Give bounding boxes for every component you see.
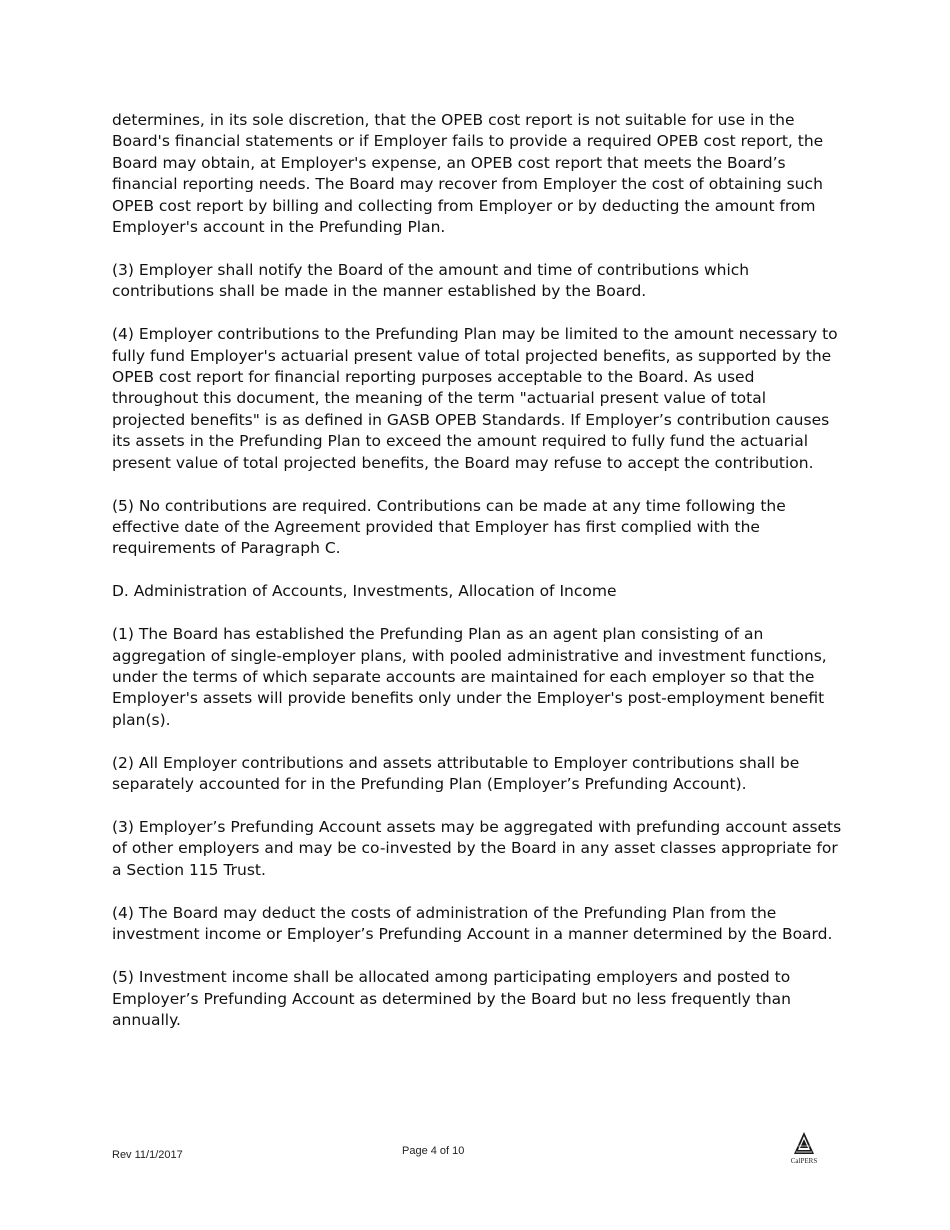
paragraph-d5-investment-income: (5) Investment income shall be allocated among participating employers and posted to Employer’s Prefunding Account as determined by the Board but no less frequently than annually. — [112, 968, 792, 1029]
paragraph-d1-agent-plan: (1) The Board has established the Prefunding Plan as an agent plan consisting of an aggregation of single-employer plans, with pooled administrative and investment functions, under the terms of which separate accounts are maintained for each employer so that the Employer's assets will provide benefits only under the Employer's post-employment benefit plan(s). — [112, 625, 827, 729]
paragraph-d2-separate-accounting: (2) All Employer contributions and assets attributable to Employer contributions shall be separately accounted for in the Prefunding Plan (Employer’s Prefunding Account). — [112, 753, 800, 794]
footer-page-number: Page 4 of 10 — [402, 1145, 465, 1157]
paragraph-c4-contribution-limit: (4) Employer contributions to the Prefunding Plan may be limited to the amount necessary to fully fund Employer's actuarial present value of total projected benefits, as supported by the OPEB cost report for financial reporting purposes acceptable to the Board. As used throughout this document, the meaning of the term "actuarial present value of total projected benefits" is as defined in GASB OPEB Standards. If Employer’s contribution causes its assets in the Prefunding Plan to exceed the amount required to fully fund the actuarial present value of total projected benefits, the Board may refuse to accept the contribution. — [112, 325, 838, 472]
calpers-logo-icon — [784, 1130, 824, 1170]
calpers-logo-graphic — [784, 1130, 824, 1158]
paragraph-c3-notify-board: (3) Employer shall notify the Board of the amount and time of contributions which contributions shall be made in the manner established by the Board. — [112, 260, 750, 301]
paragraph-c5-no-contributions-required: (5) No contributions are required. Contributions can be made at any time following the effective date of the Agreement provided that Employer has first complied with the requirements of Paragraph C. — [112, 496, 786, 558]
paragraph-opeb-cost-report-continued: determines, in its sole discretion, that the OPEB cost report is not suitable for use in the Board's financial statements or if Employer fails to provide a required OPEB cost report, the Board may obtain, at Employer's expense, an OPEB cost report that meets the Board’s financial reporting needs. The Board may recover from Employer the cost of obtaining such OPEB cost report by billing and collecting from Employer or by deducting the amount from Employer's account in the Prefunding Plan. — [112, 111, 824, 237]
paragraph-d3-aggregation: (3) Employer’s Prefunding Account assets may be aggregated with prefunding account assets of other employers and may be co-invested by the Board in any asset classes appropriate for a Section 115 Trust. — [112, 818, 842, 879]
footer-revision: Rev 11/1/2017 — [112, 1149, 183, 1161]
document-body — [112, 110, 842, 1053]
section-d-heading: D. Administration of Accounts, Investments, Allocation of Income — [112, 582, 617, 601]
paragraph-d4-administration-costs: (4) The Board may deduct the costs of administration of the Prefunding Plan from the investment income or Employer’s Prefunding Account in a manner determined by the Board. — [112, 903, 833, 944]
logo-text: CalPERS — [790, 1157, 818, 1165]
